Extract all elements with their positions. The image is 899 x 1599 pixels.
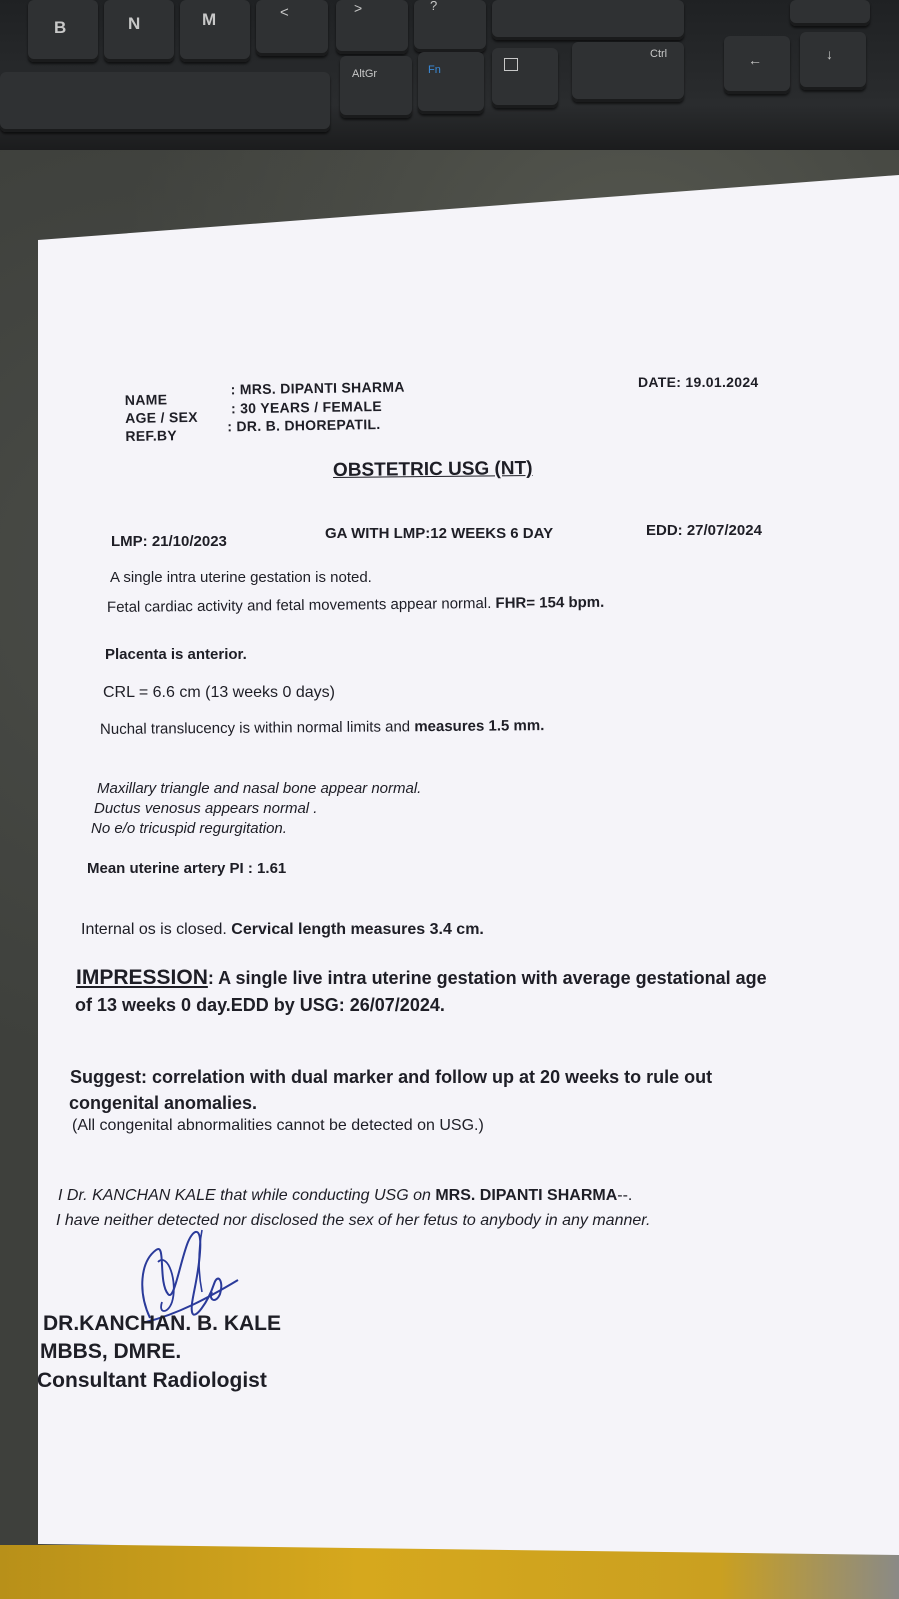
key-b: B (28, 0, 98, 62)
lmp: LMP: 21/10/2023 (111, 533, 227, 550)
declaration-patient: MRS. DIPANTI SHARMA (435, 1187, 618, 1204)
uterine-artery-pi: Mean uterine artery PI : 1.61 (87, 860, 287, 877)
impression-label: IMPRESSION (76, 966, 208, 989)
ref-value: : DR. B. DHOREPATIL. (227, 415, 381, 435)
placenta: Placenta is anterior. (105, 646, 247, 663)
name-value: : MRS. DIPANTI SHARMA (230, 378, 405, 398)
ductus-venosus: Ductus venosus appears normal . (94, 800, 318, 817)
declaration-end: --. (617, 1187, 633, 1204)
nt-text: Nuchal translucency is within normal limits and (99, 718, 415, 738)
key-right-block (790, 0, 870, 26)
doctor-degree: MBBS, DMRE. (40, 1340, 182, 1363)
finding-cardiac-text: Fetal cardiac activity and fetal movements appear normal. (106, 594, 496, 616)
key-slash: ? (414, 0, 486, 52)
tricuspid: No e/o tricuspid regurgitation. (91, 820, 287, 837)
key-fn: Fn (418, 52, 484, 114)
report-title: OBSTETRIC USG (NT) (332, 457, 533, 482)
menu-icon (504, 58, 518, 71)
key-menu (492, 48, 558, 108)
key-m: M (180, 0, 250, 62)
key-period: > (336, 0, 408, 54)
key-space (0, 72, 330, 132)
impression-line2: of 13 weeks 0 day.EDD by USG: 26/07/2024. (75, 995, 445, 1015)
impression-line1: : A single live intra uterine gestation with average gestational age (207, 968, 767, 988)
declaration-text: I Dr. KANCHAN KALE that while conducting USG on (58, 1187, 436, 1204)
patient-info (124, 369, 525, 445)
finding-gestation: A single intra uterine gestation is noted. (110, 569, 372, 586)
cervix (81, 921, 484, 939)
cervix-text: Internal os is closed. (81, 921, 232, 938)
edd: EDD: 27/07/2024 (646, 522, 762, 539)
ga-with-lmp: GA WITH LMP:12 WEEKS 6 DAY (325, 525, 554, 542)
age-label: AGE / SEX (125, 408, 198, 426)
doctor-title: Consultant Radiologist (37, 1369, 267, 1392)
age-value: : 30 YEARS / FEMALE (230, 397, 383, 417)
fhr-value: FHR= 154 bpm. (495, 593, 605, 612)
nt-measure: measures 1.5 mm. (414, 717, 545, 736)
suggest-line1: Suggest: correlation with dual marker and follow up at 20 weeks to rule out (70, 1067, 713, 1087)
key-space-right (492, 0, 684, 40)
suggest-note: (All congenital abnormalities cannot be detected on USG.) (72, 1117, 484, 1134)
declaration-line1 (58, 1187, 632, 1205)
key-n: N (104, 0, 174, 62)
report-date: DATE: 19.01.2024 (638, 374, 759, 390)
ref-label: REF.BY (125, 427, 178, 444)
key-comma: < (256, 0, 328, 56)
impression (76, 966, 767, 990)
keyboard (0, 0, 899, 150)
maxillary-triangle: Maxillary triangle and nasal bone appear normal. (97, 780, 422, 797)
key-ctrl: Ctrl (572, 42, 684, 102)
suggest-line2: congenital anomalies. (69, 1093, 258, 1113)
key-arrow-down: ↓ (800, 32, 866, 90)
name-label: NAME (124, 391, 168, 409)
declaration-line2: I have neither detected nor disclosed the sex of her fetus to anybody in any manner. (56, 1212, 651, 1229)
cervix-length: Cervical length measures 3.4 cm. (231, 921, 484, 938)
key-arrow-left: ← (724, 36, 790, 94)
crl: CRL = 6.6 cm (13 weeks 0 days) (103, 684, 335, 701)
key-altgr: AltGr (340, 56, 412, 118)
doctor-name: DR.KANCHAN. B. KALE (43, 1312, 281, 1335)
